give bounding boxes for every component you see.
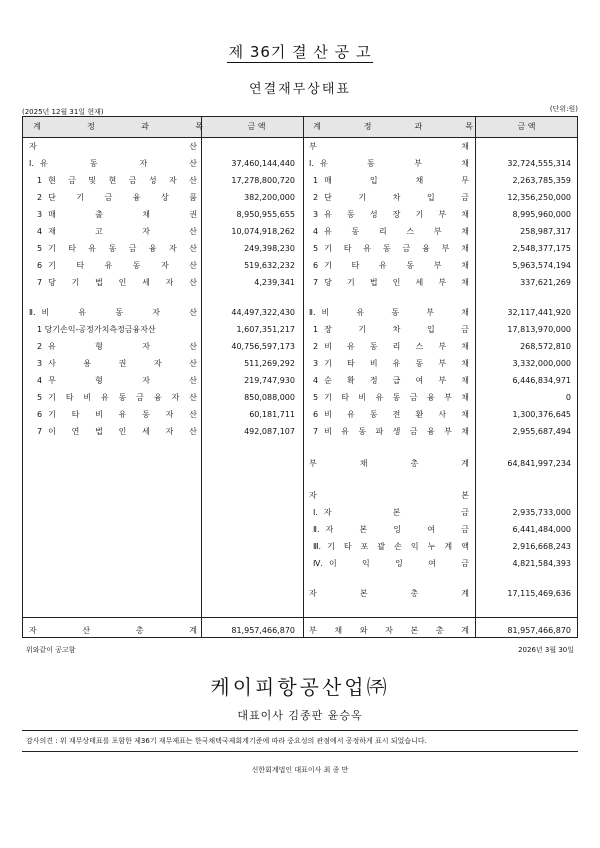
account-label: 6 기 타 유 동 부 채 bbox=[313, 261, 469, 270]
col-divider bbox=[201, 117, 202, 637]
account-label: 4 유 동 리 스 부 채 bbox=[313, 227, 469, 236]
account-label: 2 유 형 자 산 bbox=[37, 342, 197, 351]
account-amount: 0 bbox=[565, 393, 571, 402]
account-amount: 1,300,376,645 bbox=[512, 410, 571, 419]
account-amount: 249,398,230 bbox=[244, 244, 295, 253]
grand-total-amount: 81,957,466,870 bbox=[507, 626, 571, 635]
total-equity-amount: 17,115,469,636 bbox=[507, 589, 571, 598]
account-amount: 2,263,785,359 bbox=[512, 176, 571, 185]
account-label: 7 당 기 법 인 세 부 채 bbox=[313, 278, 469, 287]
account-label: Ⅱ. 자 본 잉 여 금 bbox=[313, 525, 469, 534]
account-label: 3 매 출 채 권 bbox=[37, 210, 197, 219]
current-liabilities-label: Ⅰ. 유 동 부 채 bbox=[309, 159, 469, 168]
account-label: 6 기 타 비 유 동 자 산 bbox=[37, 410, 197, 419]
account-amount: 6,441,484,000 bbox=[512, 525, 571, 534]
account-amount: 8,950,955,655 bbox=[236, 210, 295, 219]
company-name: 케이피항공산업㈜ bbox=[210, 675, 390, 699]
account-label: 2 단 기 차 입 금 bbox=[313, 193, 469, 202]
equity-section-label: 자 본 bbox=[309, 491, 469, 500]
account-label: 5 기 타 유 동 금 융 부 채 bbox=[313, 244, 469, 253]
header-right-item: 계 정 과 목 bbox=[313, 122, 473, 131]
account-amount: 337,621,269 bbox=[520, 278, 571, 287]
notice-statement: 위와같이 공고함 bbox=[26, 646, 76, 654]
total-liabilities-amount: 64,841,997,234 bbox=[507, 459, 571, 468]
account-label: 7 비 유 동 파 생 금 융 부 채 bbox=[313, 427, 469, 436]
account-amount: 12,356,250,000 bbox=[507, 193, 571, 202]
account-label: 4 재 고 자 산 bbox=[37, 227, 197, 236]
current-assets-amount: 37,460,144,440 bbox=[231, 159, 295, 168]
account-label: 2 단 기 금 융 상 품 bbox=[37, 193, 197, 202]
noncurrent-liabilities-amount: 32,117,441,920 bbox=[507, 308, 571, 317]
account-amount: 17,813,970,000 bbox=[507, 325, 571, 334]
audit-opinion: 감사의견 : 위 재무상태표를 포함한 제36기 재무제표는 한국채택국제회계기준에 따라 중요성의 관점에서 공정하게 표시 되었습니다. bbox=[22, 730, 578, 752]
account-amount: 2,916,668,243 bbox=[512, 542, 571, 551]
account-amount: 258,987,317 bbox=[520, 227, 571, 236]
account-amount: 17,278,800,720 bbox=[231, 176, 295, 185]
account-amount: 3,332,000,000 bbox=[512, 359, 571, 368]
col-divider bbox=[303, 117, 304, 637]
account-amount: 382,200,000 bbox=[244, 193, 295, 202]
account-amount: 6,446,834,971 bbox=[512, 376, 571, 385]
statement-title: 연결재무상태표 bbox=[249, 82, 351, 97]
account-amount: 8,995,960,000 bbox=[512, 210, 571, 219]
account-label: Ⅳ. 이 익 잉 여 금 bbox=[313, 559, 469, 568]
account-label: 4 무 형 자 산 bbox=[37, 376, 197, 385]
account-label: 5 기 타 유 동 금 융 자 산 bbox=[37, 244, 197, 253]
total-assets-label: 자 산 총 계 bbox=[29, 626, 197, 635]
notice-date: 2026년 3월 30일 bbox=[518, 646, 574, 654]
total-assets-amount: 81,957,466,870 bbox=[231, 626, 295, 635]
account-label: 7 이 연 법 인 세 자 산 bbox=[37, 427, 197, 436]
header-right-amount: 금 액 bbox=[517, 122, 536, 131]
account-label: 5 기 타 비 유 동 금 융 부 채 bbox=[313, 393, 469, 402]
account-amount: 10,074,918,262 bbox=[231, 227, 295, 236]
account-amount: 60,181,711 bbox=[249, 410, 295, 419]
col-divider bbox=[475, 117, 476, 637]
account-label: 3 기 타 비 유 동 부 채 bbox=[313, 359, 469, 368]
account-amount: 2,935,733,000 bbox=[512, 508, 571, 517]
account-amount: 850,088,000 bbox=[244, 393, 295, 402]
header-left-amount: 금 액 bbox=[247, 122, 266, 131]
account-amount: 492,087,107 bbox=[244, 427, 295, 436]
account-label: 3 유 동 성 장 기 부 채 bbox=[313, 210, 469, 219]
noncurrent-liabilities-label: Ⅱ. 비 유 동 부 채 bbox=[309, 308, 469, 317]
liabilities-section-label: 부 채 bbox=[309, 142, 469, 151]
account-label: 2 비 유 동 리 스 부 채 bbox=[313, 342, 469, 351]
account-label: 1 당기손익-공정가치측정금융자산 bbox=[37, 325, 156, 334]
account-amount: 4,239,341 bbox=[254, 278, 295, 287]
account-amount: 1,607,351,217 bbox=[236, 325, 295, 334]
current-liabilities-amount: 32,724,555,314 bbox=[507, 159, 571, 168]
grand-total-label: 부 채 와 자 본 총 계 bbox=[309, 626, 469, 635]
auditor-name: 신한회계법인 대표이사 최 종 만 bbox=[251, 766, 349, 774]
notice-title: 제 36기 결 산 공 고 bbox=[228, 43, 372, 61]
account-label: Ⅲ. 기 타 포 괄 손 익 누 계 액 bbox=[313, 542, 469, 551]
account-amount: 519,632,232 bbox=[244, 261, 295, 270]
table-header bbox=[23, 117, 577, 138]
account-amount: 268,572,810 bbox=[520, 342, 571, 351]
account-amount: 2,548,377,175 bbox=[512, 244, 571, 253]
account-label: Ⅰ. 자 본 금 bbox=[313, 508, 469, 517]
account-label: 3 사 용 권 자 산 bbox=[37, 359, 197, 368]
account-amount: 2,955,687,494 bbox=[512, 427, 571, 436]
account-label: 5 기 타 비 유 동 금 융 자 산 bbox=[37, 393, 197, 402]
total-liabilities-label: 부 채 총 계 bbox=[309, 459, 469, 468]
account-label: 1 현 금 및 현 금 성 자 산 bbox=[37, 176, 197, 185]
ceo-names: 대표이사 김종판 윤승옥 bbox=[237, 709, 363, 722]
header-left-item: 계 정 과 목 bbox=[33, 122, 203, 131]
total-equity-label: 자 본 총 계 bbox=[309, 589, 469, 598]
unit-note: (단위:원) bbox=[549, 105, 578, 113]
account-label: 1 매 입 채 무 bbox=[313, 176, 469, 185]
account-label: 7 당 기 법 인 세 자 산 bbox=[37, 278, 197, 287]
account-amount: 219,747,930 bbox=[244, 376, 295, 385]
account-label: 6 비 유 동 전 환 사 채 bbox=[313, 410, 469, 419]
account-amount: 4,821,584,393 bbox=[512, 559, 571, 568]
assets-section-label: 자 산 bbox=[29, 142, 197, 151]
account-label: 1 장 기 차 입 금 bbox=[313, 325, 469, 334]
account-amount: 511,269,292 bbox=[244, 359, 295, 368]
account-label: 6 기 타 유 동 자 산 bbox=[37, 261, 197, 270]
total-row-divider bbox=[23, 617, 577, 618]
account-amount: 40,756,597,173 bbox=[231, 342, 295, 351]
account-label: 4 순 확 정 급 여 부 채 bbox=[313, 376, 469, 385]
current-assets-label: Ⅰ. 유 동 자 산 bbox=[29, 159, 197, 168]
balance-sheet-table bbox=[22, 116, 578, 638]
account-amount: 5,963,574,194 bbox=[512, 261, 571, 270]
noncurrent-assets-label: Ⅱ. 비 유 동 자 산 bbox=[29, 308, 197, 317]
date-note: (2025년 12월 31일 현재) bbox=[22, 108, 104, 116]
noncurrent-assets-amount: 44,497,322,430 bbox=[231, 308, 295, 317]
